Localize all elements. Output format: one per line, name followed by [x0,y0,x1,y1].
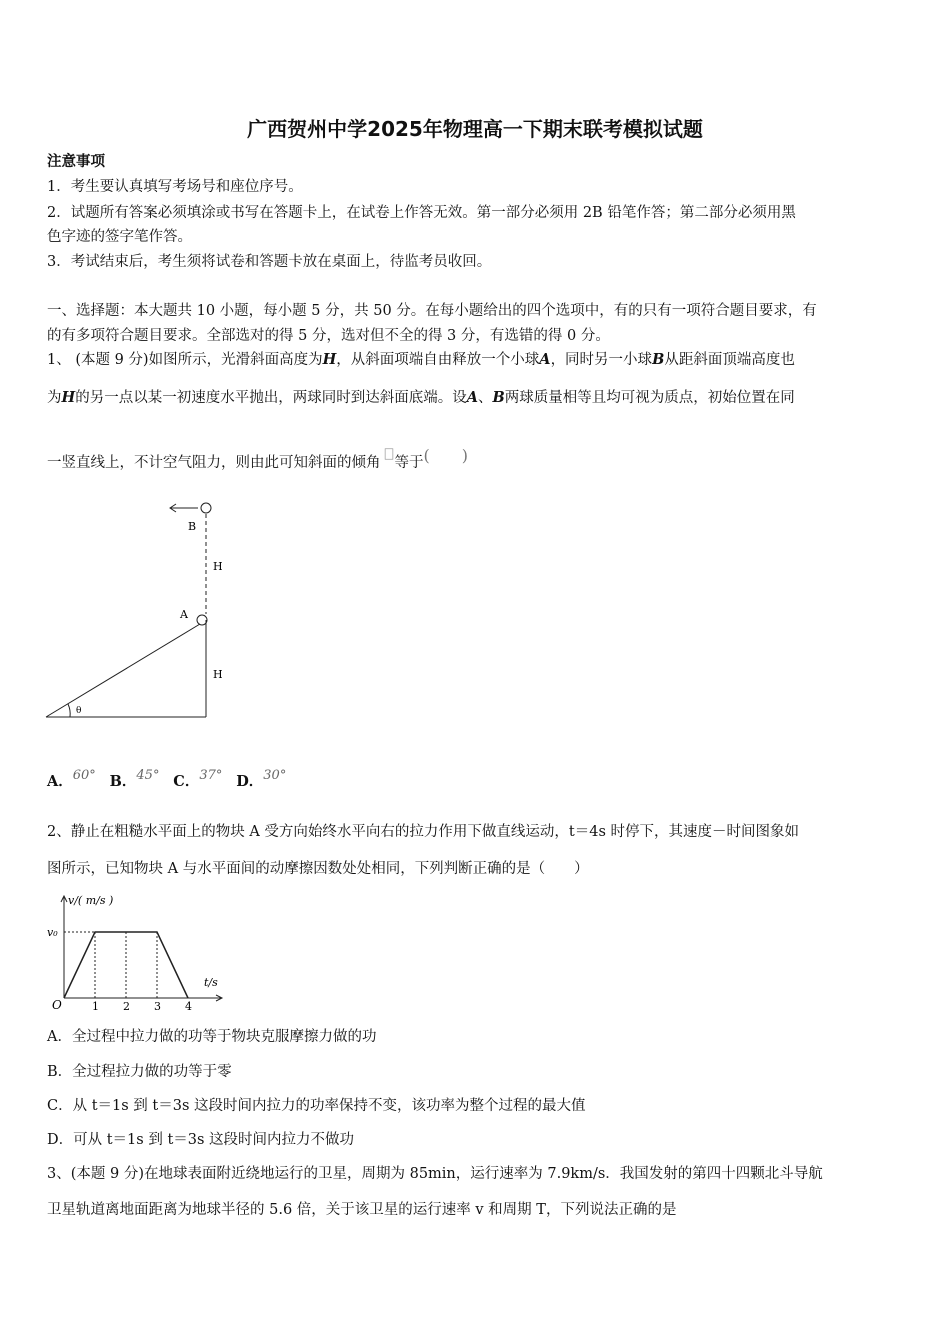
ball-b [201,503,211,513]
q2-option-a: A．全过程中拉力做的功等于物块克服摩擦力做的功 [47,1029,377,1045]
q1-option-b-value: 45° [136,768,160,783]
q1-option-a-value: 60° [72,768,96,783]
q1-option-b-letter: B． [109,773,137,790]
q2-vt-graph [44,890,229,1012]
notice-item-3: 3．考试结束后，考生须将试卷和答题卡放在桌面上，待监考员收回。 [47,254,492,270]
x-tick-label: 3 [154,1000,161,1012]
label-b: B [188,520,197,533]
section-instructions-cont: 的有多项符合题目要求。全部选对的得 5 分，选对但不全的得 3 分，有选错的得 0 分。 [47,328,610,344]
q1-line-2: 为H的另一点以某一初速度水平抛出，两球同时到达斜面底端。设A、B两球质量相等且均可视为质点，初始位置在同 [47,389,795,406]
v0-label: v₀ [47,926,58,939]
label-h-upper: H [213,560,223,573]
y-axis-label: v/( m/s ) [68,894,114,907]
q3-line-1: 3、(本题 9 分)在地球表面附近绕地运行的卫星，周期为 85min，运行速率为 7.9km/s．我国发射的第四十四颗北斗导航 [47,1166,823,1182]
q1-option-d-value: 30° [263,768,287,783]
incline-slope [46,624,200,717]
q2-option-b: B．全过程拉力做的功等于零 [47,1064,232,1080]
q1-option-a-letter: A． [47,773,73,790]
missing-symbol-icon [384,448,392,459]
label-a: A [180,608,188,621]
q2-option-c: C．从 t＝1s 到 t＝3s 这段时间内拉力的功率保持不变，该功率为整个过程的最大值 [47,1098,586,1114]
q2-line-2: 图所示，已知物块 A 与水平面间的动摩擦因数处处相同，下列判断正确的是（ ） [47,861,589,877]
x-axis-label: t/s [204,976,218,989]
q1-option-c-value: 37° [199,768,223,783]
page-title: 广西贺州中学2025年物理高一下期末联考模拟试题 [247,117,703,141]
q1-incline-figure [40,490,240,730]
notice-item-1: 1．考生要认真填写考场号和座位序号。 [47,179,303,195]
answer-paren: ( ) [423,446,468,465]
notice-item-2-cont: 色字迹的签字笔作答。 [47,229,192,245]
q1-options [47,768,907,793]
q1-line-3: 一竖直线上，不计空气阻力，则由此可知斜面的倾角 等于( ) [47,446,468,471]
angle-arc [68,704,70,717]
q3-line-2: 卫星轨道离地面距离为地球半径的 5.6 倍，关于该卫星的运行速率 v 和周期 T，下列说法正确的是 [47,1202,677,1218]
notice-item-2: 2．试题所有答案必须填涂或书写在答题卡上，在试卷上作答无效。第一部分必须用 2B 铅笔作答；第二部分必须用黑 [47,205,796,221]
q1-option-c-letter: C． [173,773,200,790]
label-h-lower: H [213,668,223,681]
q2-option-d: D．可从 t＝1s 到 t＝3s 这段时间内拉力不做功 [47,1132,355,1148]
x-tick-label: 2 [123,1000,130,1012]
section-instructions: 一、选择题：本大题共 10 小题，每小题 5 分，共 50 分。在每小题给出的四个选项中，有的只有一项符合题目要求，有 [47,303,817,319]
q2-line-1: 2、静止在粗糙水平面上的物块 A 受方向始终水平向右的拉力作用下做直线运动，t＝4s 时停下，其速度－时间图象如 [47,824,800,840]
label-theta: θ [76,706,82,716]
q1-option-d-letter: D． [236,773,264,790]
x-tick-label: 1 [92,1000,99,1012]
q1-line-1: 1、 (本题 9 分)如图所示，光滑斜面高度为H，从斜面项端自由释放一个小球A，同时另一小球B从距斜面顶端高度也 [47,351,795,368]
x-tick-label: 4 [185,1000,192,1012]
notice-heading: 注意事项 [47,153,105,170]
origin-label: O [52,998,62,1012]
